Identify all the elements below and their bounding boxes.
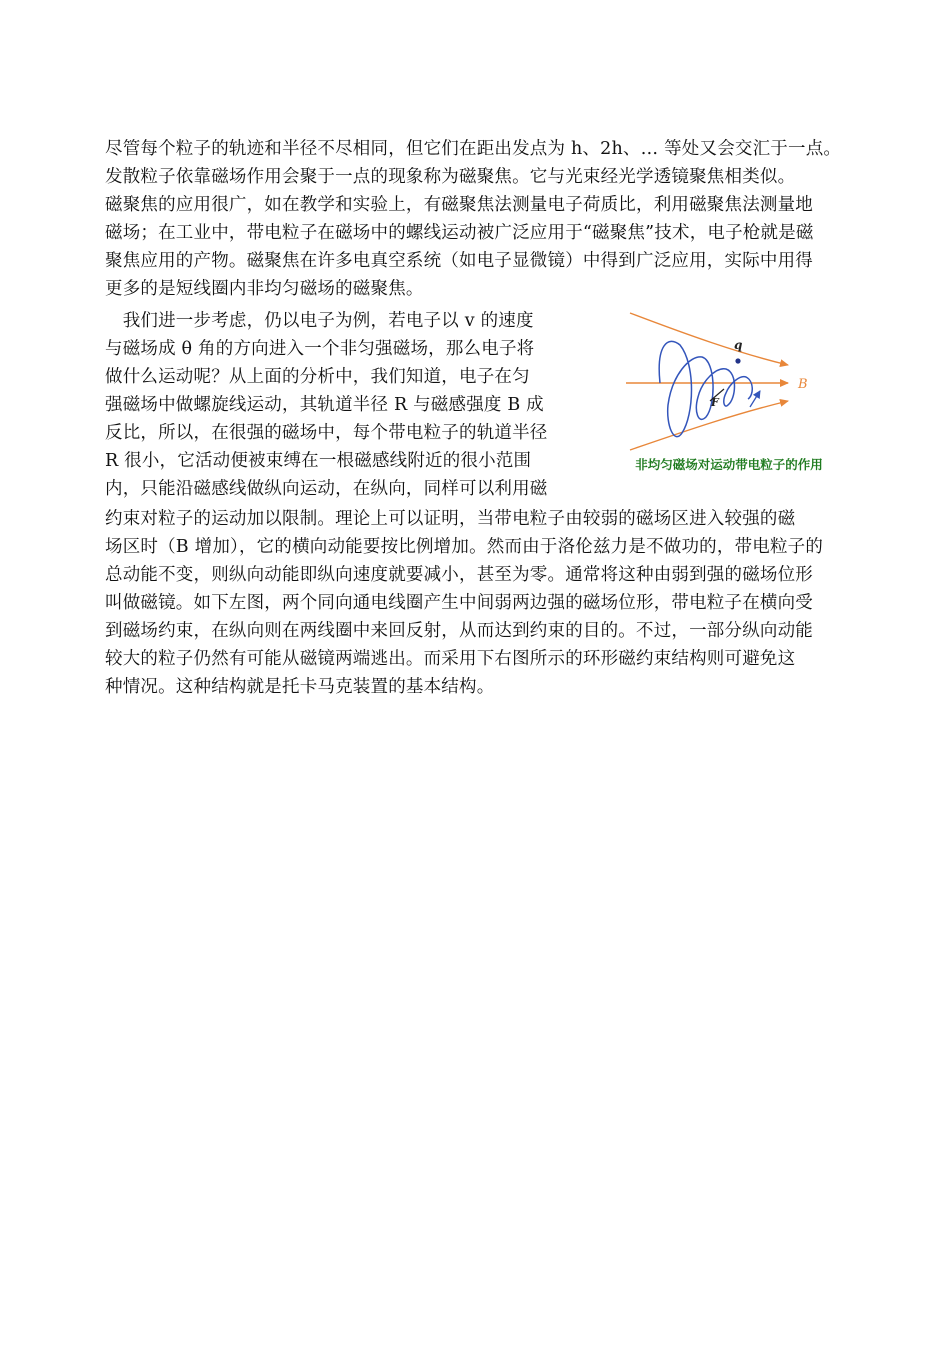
field-diagram [598,305,860,455]
text-line: 做什么运动呢？从上面的分析中，我们知道，电子在匀 [105,367,530,387]
text-line: 磁聚焦的应用很广，如在教学和实验上，有磁聚焦法测量电子荷质比，利用磁聚焦法测量地 [105,195,813,215]
text-line: 反比，所以，在很强的磁场中，每个带电粒子的轨道半径 [105,423,548,443]
text-line: 内，只能沿磁感线做纵向运动，在纵向，同样可以利用磁 [105,479,548,499]
text-line: 场区时（B 增加），它的横向动能要按比例增加。然而由于洛伦兹力是不做功的，带电粒子的 [105,537,824,557]
field-line-bottom [630,401,788,450]
text-line: 我们进一步考虑，仍以电子为例，若电子以 v 的速度 [105,311,534,331]
text-line: 种情况。这种结构就是托卡马克装置的基本结构。 [105,677,495,697]
text-line: 约束对粒子的运动加以限制。理论上可以证明，当带电粒子由较弱的磁场区进入较强的磁 [105,509,796,529]
text-line: 更多的是短线圈内非均匀磁场的磁聚焦。 [105,279,424,299]
text-line: 较大的粒子仍然有可能从磁镜两端逃出。而采用下右图所示的环形磁约束结构则可避免这 [105,649,796,669]
text-line: R 很小，它活动便被束缚在一根磁感线附近的很小范围 [105,451,532,471]
text-line: 磁场；在工业中，带电粒子在磁场中的螺线运动被广泛应用于“磁聚焦”技术，电子枪就是磁 [105,223,814,243]
label-q: q [734,338,743,352]
figure-caption: 非均匀磁场对运动带电粒子的作用 [635,457,823,472]
magnetic-field-figure [598,305,860,480]
text-line: 发散粒子依靠磁场作用会聚于一点的现象称为磁聚焦。它与光束经光学透镜聚焦相类似。 [105,167,796,187]
label-B: B [798,377,808,392]
text-line: 与磁场成 θ 角的方向进入一个非匀强磁场，那么电子将 [105,339,535,359]
text-line: 叫做磁镜。如下左图，两个同向通电线圈产生中间弱两边强的磁场位形，带电粒子在横向受 [105,593,813,613]
label-F: F [711,396,719,409]
field-line-top [630,313,788,365]
text-line: 到磁场约束，在纵向则在两线圈中来回反射，从而达到约束的目的。不过，一部分纵向动能 [105,621,813,641]
particle-q-dot [735,358,740,363]
helix-trajectory [659,341,752,436]
text-line: 强磁场中做螺旋线运动，其轨道半径 R 与磁感强度 B 成 [105,395,544,415]
text-line: 总动能不变，则纵向动能即纵向速度就要减小，甚至为零。通常将这种由弱到强的磁场位形 [105,565,813,585]
text-line: 聚焦应用的产物。磁聚焦在许多电真空系统（如电子显微镜）中得到广泛应用，实际中用得 [105,251,813,271]
text-line: 尽管每个粒子的轨迹和半径不尽相同，但它们在距出发点为 h、2h、… 等处又会交汇于一点。 [105,139,842,159]
